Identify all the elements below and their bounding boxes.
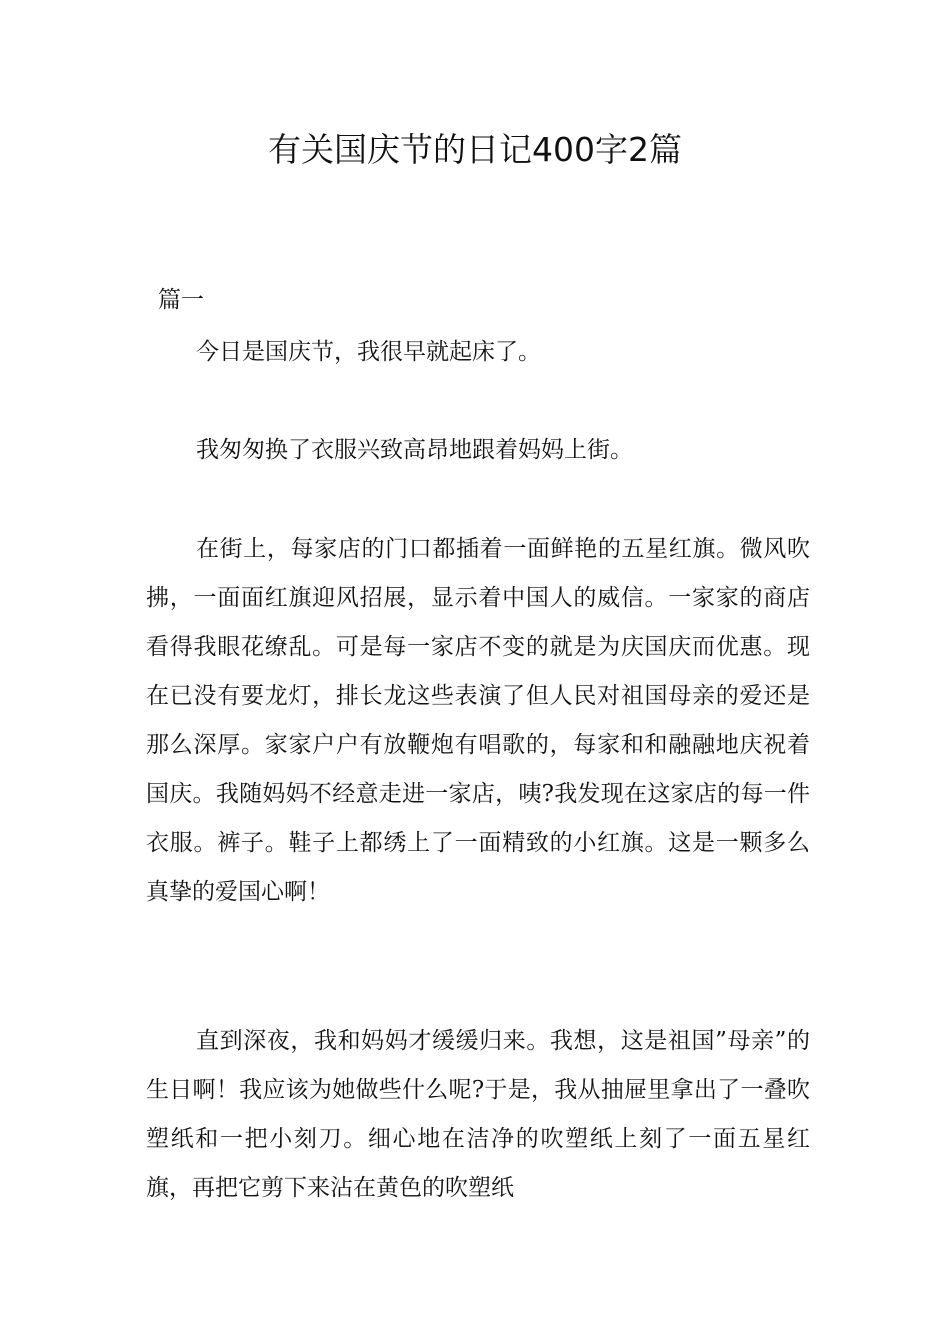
paragraph-1: 今日是国庆节，我很早就起床了。 (196, 339, 541, 365)
document-title: 有关国庆节的日记400字2篇 (268, 130, 682, 169)
paragraph-3: 在街上，每家店的门口都插着一面鲜艳的五星红旗。微风吹拂，一面面红旗迎风招展，显示着中国人的威信。一家家的商店看得我眼花缭乱。可是每一家店不变的就是为庆国庆而优惠。现在已没有要龙灯，排长龙这些表演了但人民对祖国母亲的爱还是那么深厚。家家户户有放鞭炮有唱歌的，每家和和融融地庆祝着国庆。我随妈妈不经意走进一家店，咦?我发现在这家店的每一件衣服。裤子。鞋子上都绣上了一面精致的小红旗。这是一颗多么真挚的爱国心啊！ (146, 536, 810, 905)
paragraph-2: 我匆匆换了衣服兴致高昂地跟着妈妈上街。 (196, 437, 633, 463)
paragraph-4: 直到深夜，我和妈妈才缓缓归来。我想，这是祖国”母亲”的生日啊！我应该为她做些什么呢?于是，我从抽屉里拿出了一叠吹塑纸和一把小刻刀。细心地在洁净的吹塑纸上刻了一面五星红旗，再把它剪下来沾在黄色的吹塑纸 (146, 1028, 810, 1201)
section-label: 篇一 (158, 287, 204, 313)
